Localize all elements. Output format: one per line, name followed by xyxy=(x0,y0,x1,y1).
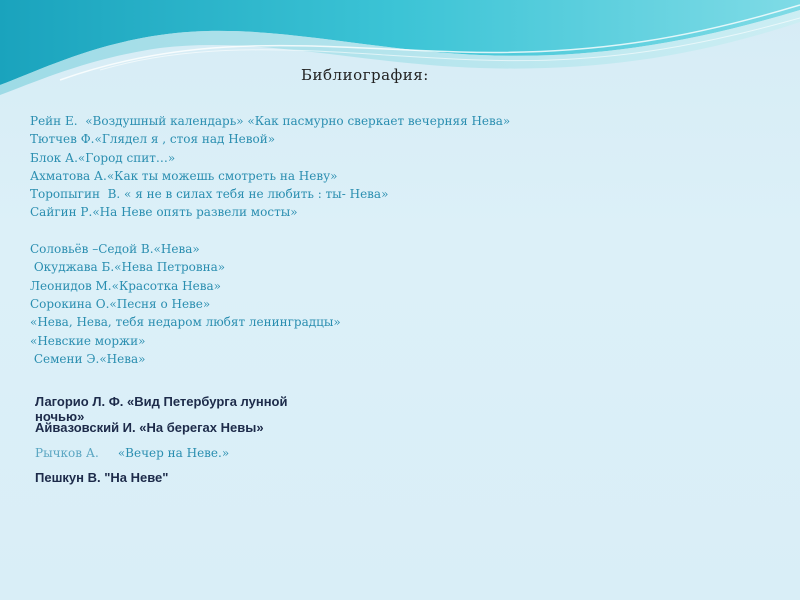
painting-rychkov xyxy=(35,446,229,461)
bibliography-item: Ахматова А.«Как ты можешь смотреть на Неву» xyxy=(30,168,338,183)
painting-rychkov-title: «Вечер на Неве.» xyxy=(98,446,230,460)
bibliography-list xyxy=(30,112,510,368)
bibliography-item: Соловьёв –Седой В.«Нева» xyxy=(30,242,200,257)
bibliography-item: Сайгин Р.«На Неве опять развели мосты» xyxy=(30,205,298,220)
bibliography-spacer xyxy=(30,222,510,240)
bibliography-item: Семени Э.«Нева» xyxy=(30,351,146,366)
bibliography-item: Рейн Е. «Воздушный календарь» «Как пасмурно сверкает вечерняя Нева» xyxy=(30,114,511,128)
bibliography-item: Окуджава Б.«Нева Петровна» xyxy=(30,260,226,275)
bibliography-item: Блок А.«Город спит…» xyxy=(30,150,176,165)
painting-lagorio: Лагорио Л. Ф. «Вид Петербурга лунной ночью» xyxy=(35,394,288,424)
wave-decoration xyxy=(0,0,800,120)
painting-aivazovsky: Айвазовский И. «На берегах Невы» xyxy=(35,420,264,435)
bibliography-item: Тютчев Ф.«Глядел я , стоя над Невой» xyxy=(30,132,276,147)
slide-title: Библиография: xyxy=(301,66,429,84)
bibliography-item: Сорокина О.«Песня о Неве» xyxy=(30,296,211,311)
painting-rychkov-author: Рычков А. xyxy=(35,446,99,460)
painting-peshkun: Пешкун В. "На Неве" xyxy=(35,470,169,485)
bibliography-item: Леонидов М.«Красотка Нева» xyxy=(30,278,221,293)
bibliography-item: Торопыгин В. « я не в силах тебя не любить : ты- Нева» xyxy=(30,187,389,202)
bibliography-item: «Невские моржи» xyxy=(30,333,146,348)
bibliography-item: «Нева, Нева, тебя недаром любят ленинградцы» xyxy=(30,315,341,330)
